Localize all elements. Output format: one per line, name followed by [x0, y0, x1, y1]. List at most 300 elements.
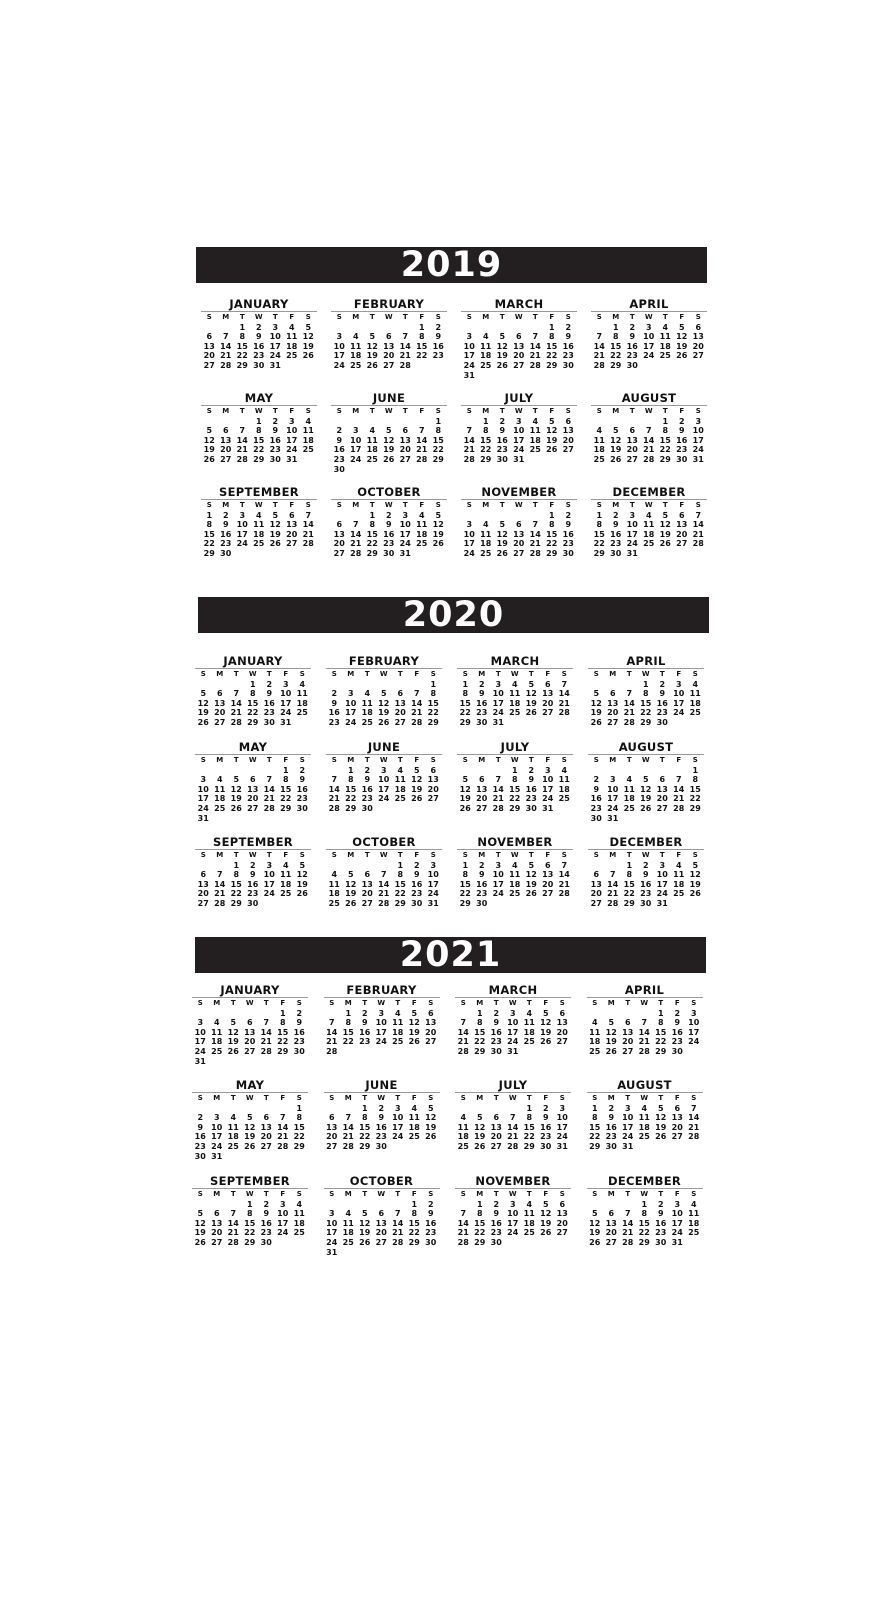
- day-cell: 11: [227, 1122, 239, 1132]
- day-cell: 13: [220, 435, 232, 445]
- day-cell: 29: [659, 454, 671, 464]
- day-cell: 28: [230, 717, 242, 727]
- day-cell: 15: [523, 1122, 535, 1132]
- empty-cell: [505, 1104, 522, 1114]
- day-cell: 24: [378, 794, 390, 804]
- day-cell: 2: [413, 860, 420, 870]
- month-block: [455, 984, 571, 1057]
- day-cell: 7: [460, 1018, 467, 1028]
- day-cell: 12: [590, 698, 602, 708]
- day-cell: 8: [526, 1113, 533, 1123]
- empty-cell: [348, 511, 365, 521]
- day-cell: 29: [280, 803, 292, 813]
- weekday-header: S: [296, 1190, 302, 1198]
- day-cell: 21: [529, 539, 541, 549]
- empty-cell: [331, 323, 348, 333]
- day-cell: 15: [459, 698, 471, 708]
- day-cell: 5: [591, 1209, 598, 1219]
- day-cell: 28: [277, 1141, 289, 1151]
- day-cell: 23: [525, 794, 537, 804]
- day-cell: 17: [507, 1027, 519, 1037]
- day-cell: 21: [416, 445, 428, 455]
- day-cell: 20: [692, 341, 704, 351]
- day-cell: 6: [608, 1209, 615, 1219]
- month-block: [192, 1079, 308, 1161]
- day-cell: 5: [593, 689, 600, 699]
- day-cell: 28: [236, 454, 248, 464]
- weekday-header: T: [532, 501, 538, 509]
- day-cell: 6: [200, 870, 207, 880]
- day-cell: 22: [474, 1037, 486, 1047]
- day-cell: 17: [277, 1218, 289, 1228]
- month-divider: [587, 997, 703, 998]
- empty-cell: [490, 766, 507, 776]
- day-cell: 25: [408, 1132, 420, 1142]
- day-cell: 4: [369, 426, 376, 436]
- day-cell: 15: [610, 341, 622, 351]
- empty-cell: [587, 1200, 604, 1210]
- day-cell: 5: [499, 332, 506, 342]
- empty-cell: [234, 417, 251, 427]
- month-divider: [195, 754, 311, 755]
- weekday-header: M: [213, 999, 221, 1007]
- day-cell: 14: [378, 879, 390, 889]
- empty-cell: [591, 417, 608, 427]
- weekday-header: W: [254, 313, 263, 321]
- day-cell: 23: [590, 803, 602, 813]
- day-cell: 13: [556, 1018, 568, 1028]
- day-cell: 9: [528, 775, 535, 785]
- day-cell: 23: [490, 1228, 502, 1238]
- day-cell: 16: [562, 529, 574, 539]
- day-cell: 10: [277, 1209, 289, 1219]
- day-cell: 8: [418, 332, 425, 342]
- day-grid: [588, 756, 704, 823]
- day-cell: 26: [383, 454, 395, 464]
- weekday-header: M: [607, 1094, 615, 1102]
- day-cell: 18: [523, 1027, 535, 1037]
- weekday-header: S: [336, 313, 342, 321]
- empty-cell: [192, 1104, 209, 1114]
- empty-cell: [478, 511, 495, 521]
- day-cell: 13: [476, 784, 488, 794]
- day-grid: [587, 1190, 703, 1248]
- day-cell: 28: [416, 454, 428, 464]
- day-cell: 15: [474, 1027, 486, 1037]
- day-cell: 5: [462, 775, 469, 785]
- day-cell: 2: [197, 1113, 204, 1123]
- day-cell: 23: [476, 889, 488, 899]
- day-cell: 7: [305, 510, 312, 520]
- weekday-header: T: [266, 670, 272, 678]
- day-cell: 11: [673, 870, 685, 880]
- month-name: MARCH: [494, 297, 544, 311]
- weekday-header: W: [640, 1190, 649, 1198]
- weekday-header: S: [197, 999, 203, 1007]
- weekday-header: W: [508, 1094, 517, 1102]
- day-cell: 2: [364, 765, 371, 775]
- day-cell: 3: [272, 322, 279, 332]
- weekday-header: S: [593, 756, 599, 764]
- day-cell: 18: [350, 351, 362, 361]
- day-cell: 15: [280, 784, 292, 794]
- day-cell: 8: [596, 520, 603, 530]
- day-cell: 1: [246, 1199, 253, 1209]
- day-cell: 23: [293, 1037, 305, 1047]
- month-block: [461, 486, 577, 559]
- empty-cell: [588, 766, 605, 776]
- day-cell: 17: [392, 1122, 404, 1132]
- day-cell: 22: [277, 1037, 289, 1047]
- day-cell: 23: [476, 708, 488, 718]
- day-grid: [461, 501, 577, 559]
- day-cell: 17: [375, 1027, 387, 1037]
- day-cell: 16: [496, 435, 508, 445]
- day-cell: 5: [347, 870, 354, 880]
- day-cell: 5: [272, 510, 279, 520]
- day-cell: 11: [394, 775, 406, 785]
- month-name: DECEMBER: [612, 485, 686, 499]
- empty-cell: [228, 680, 245, 690]
- day-cell: 3: [266, 860, 273, 870]
- month-block: [457, 741, 573, 814]
- day-cell: 28: [463, 454, 475, 464]
- day-cell: 5: [542, 1199, 549, 1209]
- day-cell: 8: [296, 1113, 303, 1123]
- weekday-header: F: [543, 1094, 549, 1102]
- day-cell: 28: [688, 1132, 700, 1142]
- month-name: DECEMBER: [609, 835, 683, 849]
- day-cell: 21: [507, 1132, 519, 1142]
- day-cell: 26: [359, 1237, 371, 1247]
- day-cell: 2: [249, 860, 256, 870]
- day-cell: 18: [328, 889, 340, 899]
- day-cell: 7: [561, 679, 568, 689]
- day-cell: 14: [688, 1113, 700, 1123]
- day-cell: 18: [659, 341, 671, 351]
- day-cell: 16: [260, 1218, 272, 1228]
- weekday-header: W: [245, 1094, 254, 1102]
- day-cell: 19: [610, 445, 622, 455]
- day-cell: 21: [302, 529, 314, 539]
- day-cell: 19: [345, 889, 357, 899]
- weekday-header: S: [430, 670, 436, 678]
- weekday-header: F: [545, 756, 551, 764]
- day-cell: 23: [328, 717, 340, 727]
- weekday-header: F: [411, 1094, 417, 1102]
- weekday-header: S: [466, 501, 472, 509]
- weekday-header: T: [395, 999, 401, 1007]
- day-cell: 3: [544, 765, 551, 775]
- day-cell: 3: [675, 679, 682, 689]
- day-cell: 17: [326, 1228, 338, 1238]
- day-cell: 17: [280, 698, 292, 708]
- day-cell: 4: [230, 1113, 237, 1123]
- day-cell: 29: [509, 803, 521, 813]
- day-cell: 28: [342, 1141, 354, 1151]
- day-cell: 28: [558, 708, 570, 718]
- day-cell: 14: [558, 870, 570, 880]
- day-cell: 23: [676, 445, 688, 455]
- weekday-header: F: [419, 313, 425, 321]
- day-cell: 4: [526, 1008, 533, 1018]
- day-cell: 9: [378, 1113, 385, 1123]
- day-cell: 19: [640, 794, 652, 804]
- empty-cell: [392, 680, 409, 690]
- month-name: OCTOBER: [352, 835, 416, 849]
- day-cell: 6: [288, 510, 295, 520]
- day-cell: 21: [623, 708, 635, 718]
- day-cell: 29: [253, 454, 265, 464]
- day-cell: 30: [476, 898, 488, 908]
- day-cell: 21: [558, 879, 570, 889]
- day-cell: 29: [408, 1237, 420, 1247]
- weekday-header: T: [659, 851, 665, 859]
- weekday-header: F: [419, 501, 425, 509]
- day-cell: 28: [399, 360, 411, 370]
- day-cell: 4: [288, 322, 295, 332]
- day-cell: 18: [361, 708, 373, 718]
- day-cell: 4: [345, 1209, 352, 1219]
- day-cell: 12: [345, 879, 357, 889]
- month-divider: [201, 311, 317, 312]
- day-cell: 9: [197, 1122, 204, 1132]
- month-name: FEBRUARY: [353, 297, 425, 311]
- day-cell: 9: [299, 775, 306, 785]
- day-cell: 29: [474, 1237, 486, 1247]
- weekday-header: S: [305, 313, 311, 321]
- day-cell: 7: [263, 1018, 270, 1028]
- weekday-header: T: [659, 670, 665, 678]
- day-cell: 3: [466, 332, 473, 342]
- day-cell: 16: [247, 879, 259, 889]
- day-cell: 21: [277, 1132, 289, 1142]
- day-cell: 9: [565, 332, 572, 342]
- day-cell: 9: [427, 1209, 434, 1219]
- day-cell: 18: [457, 1132, 469, 1142]
- day-cell: 12: [474, 1122, 486, 1132]
- day-cell: 4: [482, 520, 489, 530]
- day-cell: 30: [375, 1141, 387, 1151]
- day-cell: 23: [626, 351, 638, 361]
- empty-cell: [654, 766, 671, 776]
- day-cell: 30: [490, 1237, 502, 1247]
- day-cell: 28: [220, 360, 232, 370]
- day-cell: 16: [626, 341, 638, 351]
- day-cell: 19: [525, 879, 537, 889]
- weekday-header: T: [526, 1190, 532, 1198]
- month-block: [331, 486, 447, 559]
- day-cell: 16: [540, 1122, 552, 1132]
- day-cell: 28: [260, 1046, 272, 1056]
- day-cell: 28: [350, 548, 362, 558]
- day-cell: 11: [286, 332, 298, 342]
- day-cell: 17: [211, 1132, 223, 1142]
- weekday-header: S: [695, 313, 701, 321]
- weekday-header: M: [352, 407, 360, 415]
- weekday-header: F: [280, 1190, 286, 1198]
- day-cell: 16: [293, 1027, 305, 1037]
- day-cell: 3: [674, 1199, 681, 1209]
- empty-cell: [397, 417, 414, 427]
- day-cell: 30: [656, 717, 668, 727]
- day-cell: 16: [490, 1027, 502, 1037]
- day-cell: 5: [528, 860, 535, 870]
- day-cell: 22: [638, 1228, 650, 1238]
- day-cell: 2: [299, 765, 306, 775]
- weekday-header: T: [662, 407, 668, 415]
- day-cell: 19: [689, 879, 701, 889]
- day-cell: 16: [333, 445, 345, 455]
- day-cell: 10: [507, 1209, 519, 1219]
- month-name: JANUARY: [223, 654, 283, 668]
- day-cell: 29: [689, 803, 701, 813]
- weekday-header: S: [460, 1094, 466, 1102]
- day-cell: 16: [359, 1027, 371, 1037]
- day-cell: 11: [593, 435, 605, 445]
- day-cell: 17: [463, 351, 475, 361]
- day-grid: [195, 851, 311, 909]
- weekday-header: F: [549, 313, 555, 321]
- weekday-header: S: [329, 999, 335, 1007]
- day-cell: 29: [640, 717, 652, 727]
- year-banner: [196, 247, 707, 283]
- day-cell: 14: [260, 1027, 272, 1037]
- weekday-header: M: [482, 501, 490, 509]
- day-cell: 22: [659, 445, 671, 455]
- day-cell: 18: [408, 1122, 420, 1132]
- day-cell: 29: [638, 1237, 650, 1247]
- day-cell: 28: [378, 898, 390, 908]
- day-cell: 12: [610, 435, 622, 445]
- day-cell: 12: [676, 332, 688, 342]
- month-block: [457, 655, 573, 728]
- day-cell: 11: [643, 520, 655, 530]
- empty-cell: [527, 511, 544, 521]
- day-cell: 11: [253, 520, 265, 530]
- weekday-header: T: [239, 313, 245, 321]
- weekday-header: F: [674, 1190, 680, 1198]
- empty-cell: [225, 1104, 242, 1114]
- month-divider: [192, 1092, 308, 1093]
- day-cell: 31: [626, 548, 638, 558]
- weekday-header: F: [289, 313, 295, 321]
- day-cell: 11: [366, 435, 378, 445]
- weekday-header: M: [344, 999, 352, 1007]
- day-cell: 16: [525, 784, 537, 794]
- day-cell: 20: [542, 698, 554, 708]
- weekday-header: T: [658, 1094, 664, 1102]
- weekday-header: T: [625, 999, 631, 1007]
- day-cell: 2: [331, 689, 338, 699]
- day-cell: 29: [459, 898, 471, 908]
- weekday-header: M: [476, 1190, 484, 1198]
- day-cell: 29: [345, 803, 357, 813]
- weekday-header: S: [561, 851, 567, 859]
- day-cell: 6: [674, 1103, 681, 1113]
- day-cell: 12: [432, 520, 444, 530]
- day-grid: [326, 670, 442, 728]
- empty-cell: [461, 323, 478, 333]
- month-block: [195, 741, 311, 823]
- day-cell: 31: [280, 717, 292, 727]
- month-divider: [331, 405, 447, 406]
- month-name: OCTOBER: [357, 485, 421, 499]
- day-cell: 10: [286, 426, 298, 436]
- empty-cell: [258, 1104, 275, 1114]
- day-cell: 22: [293, 1132, 305, 1142]
- day-cell: 14: [507, 1122, 519, 1132]
- empty-cell: [225, 1009, 242, 1019]
- day-cell: 17: [378, 784, 390, 794]
- day-cell: 18: [480, 539, 492, 549]
- day-cell: 22: [203, 539, 215, 549]
- day-cell: 2: [493, 1008, 500, 1018]
- day-cell: 24: [542, 794, 554, 804]
- day-cell: 19: [540, 1218, 552, 1228]
- day-cell: 6: [515, 332, 522, 342]
- day-cell: 22: [546, 351, 558, 361]
- day-cell: 30: [425, 1237, 437, 1247]
- day-cell: 26: [366, 360, 378, 370]
- day-cell: 25: [286, 351, 298, 361]
- empty-cell: [414, 417, 431, 427]
- day-cell: 7: [460, 1209, 467, 1219]
- day-cell: 24: [673, 708, 685, 718]
- day-cell: 16: [590, 794, 602, 804]
- day-cell: 11: [523, 1018, 535, 1028]
- month-name: MAY: [235, 1078, 265, 1092]
- day-cell: 21: [220, 351, 232, 361]
- day-cell: 8: [511, 775, 518, 785]
- day-cell: 6: [427, 1008, 434, 1018]
- day-cell: 24: [692, 445, 704, 455]
- day-cell: 14: [399, 341, 411, 351]
- day-cell: 23: [432, 351, 444, 361]
- day-cell: 10: [211, 1122, 223, 1132]
- month-block: [192, 1175, 308, 1248]
- day-grid: [457, 851, 573, 909]
- day-cell: 2: [361, 1008, 368, 1018]
- day-cell: 20: [383, 351, 395, 361]
- month-divider: [331, 311, 447, 312]
- day-cell: 7: [495, 775, 502, 785]
- day-cell: 4: [418, 510, 425, 520]
- empty-cell: [641, 417, 658, 427]
- weekday-header: S: [462, 670, 468, 678]
- empty-cell: [620, 1009, 637, 1019]
- day-cell: 27: [383, 360, 395, 370]
- day-cell: 27: [326, 1141, 338, 1151]
- weekday-header: S: [331, 756, 337, 764]
- day-cell: 19: [659, 529, 671, 539]
- day-cell: 18: [286, 341, 298, 351]
- day-cell: 17: [350, 445, 362, 455]
- day-cell: 22: [459, 889, 471, 899]
- day-cell: 26: [655, 1132, 667, 1142]
- empty-cell: [621, 680, 638, 690]
- day-cell: 25: [589, 1046, 601, 1056]
- day-cell: 15: [474, 1218, 486, 1228]
- day-cell: 3: [336, 332, 343, 342]
- day-cell: 8: [435, 426, 442, 436]
- day-cell: 11: [480, 529, 492, 539]
- empty-cell: [218, 323, 235, 333]
- day-cell: 20: [607, 708, 619, 718]
- day-cell: 23: [425, 1228, 437, 1238]
- day-cell: 20: [476, 794, 488, 804]
- day-cell: 24: [269, 351, 281, 361]
